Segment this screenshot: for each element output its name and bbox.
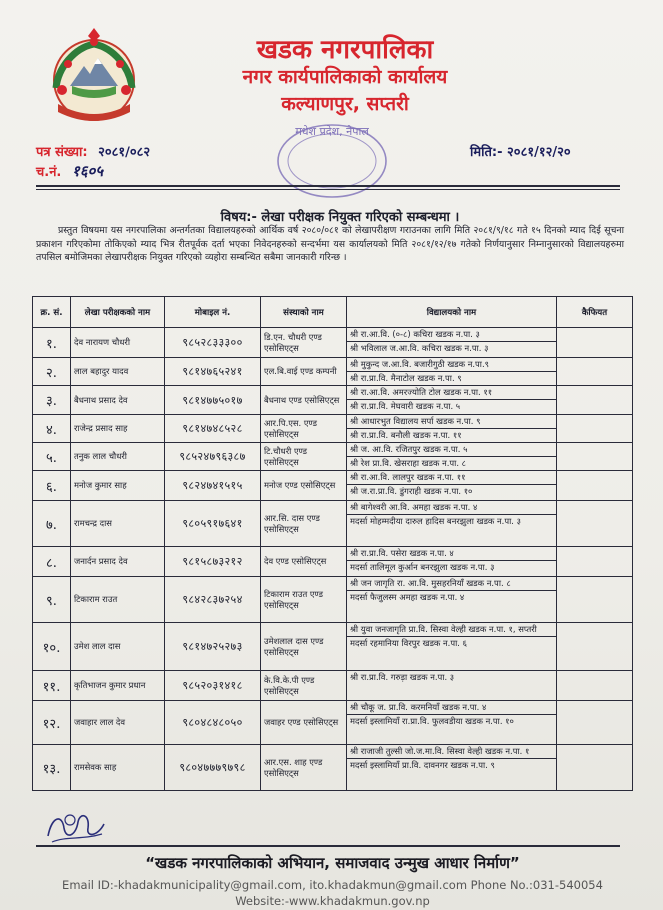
cell-auditor-name: रामचन्द्र दास: [71, 501, 165, 547]
cell-schools: [347, 443, 557, 471]
ref-label: पत्र संख्या:: [36, 145, 88, 160]
cell-schools: [347, 386, 557, 415]
cell-schools: [347, 701, 557, 745]
school-entry: श्री मुकुन्द ज.आ.वि. बजारीगुठी खडक न.पा.९: [347, 358, 556, 372]
cell-firm: के.वि.के.पी एण्ड एसोसिएट्स: [261, 671, 347, 701]
school-entry: श्री भविलाल ज.आ.वि. कचिरा खडक न.पा. ३: [350, 342, 489, 353]
body-paragraph: प्रस्तुत विषयमा यस नगरपालिका अन्तर्गतका विद्यालयहरुको आर्थिक वर्ष २०८०/०८१ को लेखापरीक्षण गराउनका लागि मिति २०८१/९/१८ गते १५ दिनको म्याद दिई सूचना प्रकाशन गरिएकोमा तोकिएको म्याद भित्र रीतपूर्वक दर्ता भएका निवेदनहरुको सन्दर्भमा यस कार्यालयको मिति २०८१/१२/१७ गतेको निर्णयानुसार निम्नानुसारको विद्यालयहरुमा तपसिल बमोजिमका लेखापरीक्षक नियुक्त गरिएको व्यहोरा सम्बन्धित सबैमा जानकारी गरिन्छ ।: [36, 225, 624, 264]
col-header-mobile: मोबाइल नं.: [165, 297, 261, 328]
cell-schools: [347, 745, 557, 791]
cell-schools: [347, 623, 557, 671]
letter-ref-number: [36, 142, 150, 160]
cell-auditor-name: टिकाराम राउत: [71, 577, 165, 623]
letter-subject: विषय:- लेखा परीक्षक नियुक्त गरिएको सम्बन्धमा ।: [220, 210, 460, 225]
cell-mobile: ९८०५९१७६४१: [165, 501, 261, 547]
cell-firm: बैधनाथ एण्ड एसोसिएट्स: [261, 386, 347, 415]
cell-firm: आर.सि. दास एण्ड एसोसिएट्स: [261, 501, 347, 547]
cell-auditor-name: तनुक लाल चौधरी: [71, 443, 165, 471]
cell-remarks: [557, 471, 633, 501]
cell-auditor-name: लाल बहादुर यादव: [71, 358, 165, 386]
cell-auditor-name: रामसेवक साह: [71, 745, 165, 791]
school-entry: श्री रा.प्रा.वि. बनौली खडक न.पा. ११: [350, 429, 462, 440]
cell-mobile: ९८४२८३७२५४: [165, 577, 261, 623]
school-entry: श्री युवा जनजागृति प्रा.वि. सिस्वा वेल्ही खडक न.पा. १, सप्तरी: [347, 623, 556, 637]
cell-sn: १२.: [33, 701, 71, 745]
school-entry: मदर्सा इस्लामियाँ रा.प्रा.वि. फुलवडीया खडक न.पा. १०: [350, 715, 514, 726]
cell-firm: आर.एस. शाह एण्ड एसोसिएट्स: [261, 745, 347, 791]
cell-remarks: [557, 443, 633, 471]
cell-schools: [347, 671, 557, 701]
school-entry: मदर्सा मोहम्मदीया दारुल हादिस बनरझुला खडक न.पा. ३: [350, 515, 521, 526]
cell-mobile: ९८०४७७७९७९८: [165, 745, 261, 791]
school-entry: श्री बागेश्वरी आ.वि. अमहा खडक न.पा. ४: [347, 501, 556, 515]
school-entry: मदर्सा फैजुलस्म अमहा खडक न.पा. ४: [350, 591, 465, 602]
dispatch-label: च.नं.: [36, 165, 62, 180]
cell-sn: ५.: [33, 443, 71, 471]
school-entry: श्री रा.प्रा.वि. पसेरा खडक न.पा. ४: [347, 547, 556, 561]
table-row: [33, 577, 633, 623]
cell-firm: एल.बि.वाई एण्ड कम्पनी: [261, 358, 347, 386]
school-entry: श्री राजाजी तुल्सी जो.ज.मा.वि. सिस्वा वेल्ही खडक न.पा. १: [347, 745, 556, 759]
footer-slogan: “खडक नगरपालिकाको अभियान, समाजवाद उन्मुख आधार निर्माण”: [145, 854, 520, 872]
cell-schools: [347, 328, 557, 358]
cell-firm: देव एण्ड एसोसिएट्स: [261, 547, 347, 577]
header-divider: [36, 185, 620, 187]
cell-remarks: [557, 701, 633, 745]
school-entry: श्री ज. आ.वि. रजितपुर खडक न.पा. ५: [347, 443, 556, 457]
cell-firm: आर.पि.एस. एण्ड एसोसिएट्स: [261, 415, 347, 443]
school-entry: श्री रा.प्रा.वि. मेघवारी खडक न.पा. ५: [350, 400, 461, 411]
cell-firm: मनोज एण्ड एसोसिएट्स: [261, 471, 347, 501]
cell-schools: [347, 415, 557, 443]
letter-body: [36, 224, 624, 265]
cell-sn: ८.: [33, 547, 71, 577]
footer-website: Website:-www.khadakmun.gov.np: [235, 894, 430, 908]
cell-firm: टि.चौधरी एण्ड एसोसिएट्स: [261, 443, 347, 471]
school-entry: श्री रा.प्रा.वि. गरुड़ा खडक न.पा. ३: [350, 672, 455, 682]
nepal-emblem-icon: [38, 28, 150, 128]
dispatch-number: [36, 161, 103, 181]
table-row: [33, 358, 633, 386]
cell-mobile: ९८२४७४१५१५: [165, 471, 261, 501]
cell-mobile: ९८१४७२५२७३: [165, 623, 261, 671]
school-entry: मदर्सा रहमानिया विरपुर खडक न.पा. ६: [350, 637, 467, 648]
col-header-firm: संस्थाको नाम: [261, 297, 347, 328]
cell-schools: [347, 547, 557, 577]
table-row: [33, 623, 633, 671]
office-location: कल्याणपुर, सप्तरी: [281, 93, 409, 115]
table-body: [33, 328, 633, 791]
cell-remarks: [557, 623, 633, 671]
cell-remarks: [557, 501, 633, 547]
cell-auditor-name: जवाहार लाल देव: [71, 701, 165, 745]
cell-sn: ९.: [33, 577, 71, 623]
cell-sn: ७.: [33, 501, 71, 547]
letter-date: [470, 142, 571, 160]
table-row: [33, 701, 633, 745]
cell-remarks: [557, 671, 633, 701]
footer-contact: Email ID:-khadakmunicipality@gmail.com, ito.khadakmun@gmail.com Phone No.:031-540054: [62, 878, 603, 892]
col-header-auditor-name: लेखा परीक्षकको नाम: [71, 297, 165, 328]
table-row: [33, 471, 633, 501]
col-header-sn: क्र. सं.: [33, 297, 71, 328]
auditor-table: [32, 296, 633, 791]
table-row: [33, 443, 633, 471]
school-entry: श्री आधारभुत विद्यालय सर्पा खडक न.पा. ९: [347, 415, 556, 429]
ref-value: २०८१/०८२: [98, 145, 151, 160]
col-header-school: विद्यालयको नाम: [347, 297, 557, 328]
school-entry: श्री रा.आ.वि. लालपुर खडक न.पा. ११: [347, 471, 556, 485]
cell-schools: [347, 577, 557, 623]
footer-divider: [36, 845, 620, 847]
municipality-name: खडक नगरपालिका: [256, 35, 434, 65]
col-header-remarks: कैफियत: [557, 297, 633, 328]
cell-sn: १.: [33, 328, 71, 358]
cell-sn: ४.: [33, 415, 71, 443]
cell-sn: ११.: [33, 671, 71, 701]
date-value: २०८१/१२/२०: [507, 145, 571, 160]
cell-auditor-name: बैधनाथ प्रसाद देव: [71, 386, 165, 415]
cell-auditor-name: देव नारायण चौधरी: [71, 328, 165, 358]
school-entry: मदर्सा तालिमूल कुर्आन बनरझुला खडक न.पा. ३: [350, 561, 495, 572]
cell-auditor-name: राजेन्द्र प्रसाद साह: [71, 415, 165, 443]
signature: [42, 806, 112, 848]
table-row: [33, 386, 633, 415]
table-header-row: [33, 297, 633, 328]
cell-remarks: [557, 745, 633, 791]
date-label: मिति:-: [470, 145, 503, 160]
table-row: [33, 547, 633, 577]
table-row: [33, 745, 633, 791]
table-row: [33, 328, 633, 358]
school-entry: मदर्सा इस्लामियाँ प्रा.वि. दावनगर खडक न.पा. ९: [350, 759, 495, 770]
cell-auditor-name: जनार्दन प्रसाद देव: [71, 547, 165, 577]
cell-schools: [347, 501, 557, 547]
cell-auditor-name: मनोज कुमार साह: [71, 471, 165, 501]
dispatch-value: १६०५: [71, 162, 104, 180]
cell-remarks: [557, 577, 633, 623]
cell-sn: १०.: [33, 623, 71, 671]
school-entry: श्री जन जागृति रा. आ.वि. मुसहरनियाँ खडक न.पा. ८: [347, 577, 556, 591]
cell-auditor-name: कृतिभाजन कुमार प्रधान: [71, 671, 165, 701]
cell-firm: जवाहर एण्ड एसोसिएट्स: [261, 701, 347, 745]
cell-remarks: [557, 415, 633, 443]
cell-firm: डि.एन. चौधरी एण्ड एसोसिएट्स: [261, 328, 347, 358]
cell-mobile: ९८५२८३३३००: [165, 328, 261, 358]
cell-sn: ६.: [33, 471, 71, 501]
cell-mobile: ९८१४७७५०१७: [165, 386, 261, 415]
school-entry: श्री रा.आ.वि. (०-८) कचिरा खडक न.पा. ३: [347, 328, 556, 342]
school-entry: श्री ज.रा.प्रा.वि. डुंगराही खडक न.पा. १०: [350, 485, 473, 496]
cell-schools: [347, 358, 557, 386]
cell-remarks: [557, 386, 633, 415]
cell-mobile: ९८१४७६५२४१: [165, 358, 261, 386]
cell-sn: १३.: [33, 745, 71, 791]
cell-sn: ३.: [33, 386, 71, 415]
cell-mobile: ९८०४८४८०५०: [165, 701, 261, 745]
cell-sn: २.: [33, 358, 71, 386]
cell-mobile: ९८१४७४८५२८: [165, 415, 261, 443]
cell-firm: उमेशलाल दास एण्ड एसोसिएट्स: [261, 623, 347, 671]
cell-remarks: [557, 547, 633, 577]
cell-mobile: ९८५२४७९६३८७: [165, 443, 261, 471]
cell-mobile: ९८१५८७३२१२: [165, 547, 261, 577]
cell-schools: [347, 471, 557, 501]
cell-remarks: [557, 358, 633, 386]
school-entry: श्री रा.आ.वि. अमरज्योति टोल खडक न.पा. ११: [347, 386, 556, 400]
stamp-text: मधेश प्रदेश, नेपाल: [295, 125, 369, 138]
school-entry: श्री रा.प्रा.वि. मैनाटोल खडक न.पा. ९: [350, 372, 462, 383]
cell-remarks: [557, 328, 633, 358]
office-name: नगर कार्यपालिकाको कार्यालय: [242, 66, 448, 88]
cell-auditor-name: उमेश लाल दास: [71, 623, 165, 671]
table-row: [33, 415, 633, 443]
table-row: [33, 501, 633, 547]
header-divider-thin: [36, 189, 620, 190]
school-entry: श्री रेश प्रा.वि. खेसराहा खडक न.पा. ८: [350, 457, 467, 468]
school-entry: श्री चौकू ज. प्रा.वि. करमनियाँ खडक न.पा. ४: [347, 701, 556, 715]
cell-mobile: ९८५२०३१४१८: [165, 671, 261, 701]
table-row: [33, 671, 633, 701]
cell-firm: टिकाराम राउत एण्ड एसोसिएट्स: [261, 577, 347, 623]
